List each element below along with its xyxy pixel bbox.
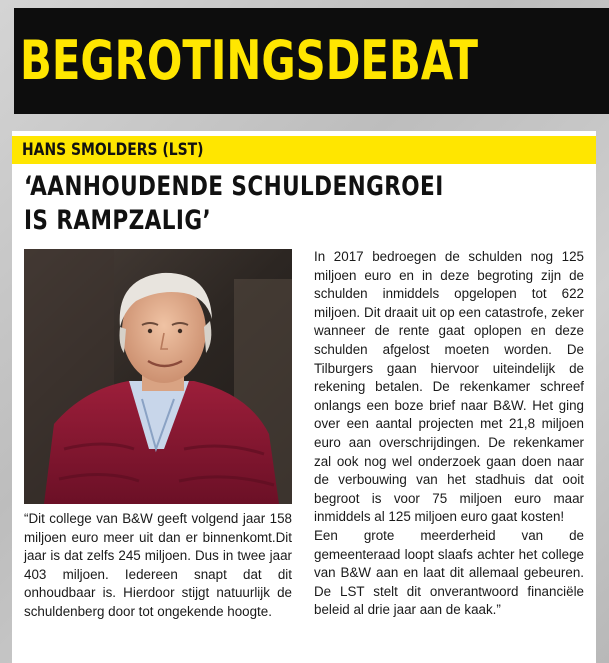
author-bar (12, 136, 596, 164)
paragraph-debt: In 2017 bedroegen de schulden nog 125 miljoen euro en in deze begroting zijn de schulden inmiddels opgelopen tot 622 miljoen. Dit draait uit op een catastrofe, zeker wanneer de rente gaat oplopen en deze schulden afgelost moeten worden. De Tilburgers gaan hiervoor uiteindelijk de rekening betalen. De rekenkamer schreef onlangs een boze brief naar B&W. Het ging over een aantal projecten met 21,8 miljoen euro aan overschrijdingen. De rekenkamer zal ook nog wel onderzoek gaan doen naar de verbouwing van het stadhuis dat ooit begroot is voor 75 miljoen euro maar inmiddels al 125 miljoen euro gaat kosten! (314, 249, 584, 525)
paragraph-council: Een grote meerderheid van de gemeenteraad loopt slaafs achter het college van B&W aan en laat dit allemaal gebeuren. De LST stelt dit onverantwoord financiële beleid al drie jaar aan de kaak.” (314, 527, 584, 618)
article-headline (24, 170, 584, 238)
article-column-right (314, 248, 584, 620)
headline-line-2: IS RAMPZALIG’ (24, 205, 212, 236)
section-title: BEGROTINGSDEBAT (20, 29, 479, 92)
author-name: HANS SMOLDERS (LST) (22, 140, 204, 160)
article-column-left (24, 510, 292, 622)
portrait-photo-icon (24, 249, 292, 504)
paragraph-quote-start: “Dit college van B&W geeft volgend jaar 158 miljoen euro meer uit dan er binnenkomt.Dit jaar is dat zelfs 245 miljoen. Dus in twee jaar 403 miljoen. Iedereen snapt dat dit onhoudbaar is. Hierdoor stijgt natuurlijk de schuldenberg door tot ongekende hoogte. (24, 511, 292, 619)
headline-line-1: ‘AANHOUDENDE SCHULDENGROEI (24, 171, 444, 202)
section-banner (14, 8, 609, 114)
